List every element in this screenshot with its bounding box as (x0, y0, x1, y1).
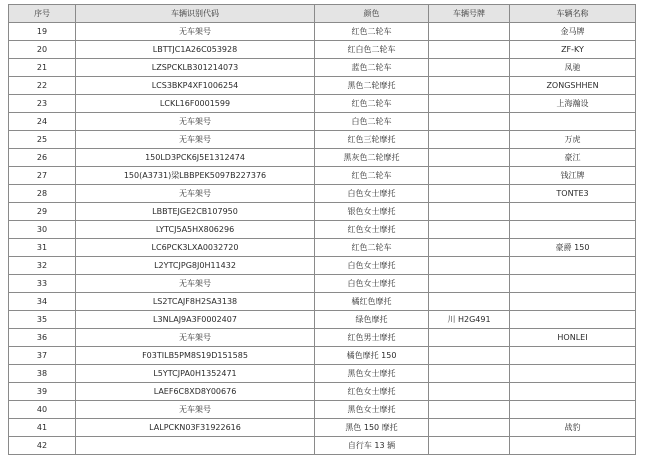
cell-color: 蓝色二轮车 (315, 59, 429, 77)
header-color: 颜色 (315, 5, 429, 23)
cell-color: 红色三轮摩托 (315, 131, 429, 149)
table-row (9, 149, 636, 167)
cell-vin: LBBTEJGE2CB107950 (76, 203, 315, 221)
cell-no: 37 (9, 347, 76, 365)
table-row (9, 221, 636, 239)
cell-plate (429, 401, 510, 419)
cell-no: 24 (9, 113, 76, 131)
cell-name (510, 293, 636, 311)
cell-color: 红色女士摩托 (315, 221, 429, 239)
cell-vin: L2YTCJPG8J0H11432 (76, 257, 315, 275)
cell-plate (429, 239, 510, 257)
header-row (9, 5, 636, 23)
cell-color: 橘红色摩托 (315, 293, 429, 311)
cell-plate (429, 113, 510, 131)
cell-plate (429, 185, 510, 203)
cell-name (510, 203, 636, 221)
cell-vin: LALPCKN03F31922616 (76, 419, 315, 437)
cell-no: 42 (9, 437, 76, 455)
cell-plate (429, 275, 510, 293)
cell-no: 22 (9, 77, 76, 95)
cell-vin: 无车架号 (76, 401, 315, 419)
cell-color: 橘色摩托 150 (315, 347, 429, 365)
cell-plate (429, 347, 510, 365)
cell-plate (429, 131, 510, 149)
cell-color: 黑色女士摩托 (315, 365, 429, 383)
header-name: 车辆名称 (510, 5, 636, 23)
cell-plate (429, 149, 510, 167)
table-row (9, 131, 636, 149)
cell-vin: 150LD3PCK6J5E1312474 (76, 149, 315, 167)
cell-vin: 无车架号 (76, 185, 315, 203)
cell-no: 39 (9, 383, 76, 401)
cell-no: 30 (9, 221, 76, 239)
cell-name: ZF-KY (510, 41, 636, 59)
cell-vin: 无车架号 (76, 113, 315, 131)
cell-name (510, 311, 636, 329)
vehicle-table (8, 4, 636, 455)
cell-no: 33 (9, 275, 76, 293)
cell-vin: 150(A3731)梁LBBPEK5097B227376 (76, 167, 315, 185)
cell-color: 红色二轮车 (315, 239, 429, 257)
cell-no: 32 (9, 257, 76, 275)
cell-no: 41 (9, 419, 76, 437)
cell-color: 自行车 13 辆 (315, 437, 429, 455)
table-row (9, 347, 636, 365)
cell-plate (429, 203, 510, 221)
cell-color: 白色女士摩托 (315, 185, 429, 203)
cell-vin: LYTCJ5A5HX806296 (76, 221, 315, 239)
cell-plate (429, 293, 510, 311)
table-row (9, 329, 636, 347)
cell-no: 31 (9, 239, 76, 257)
cell-name: 钱江牌 (510, 167, 636, 185)
cell-vin: 无车架号 (76, 329, 315, 347)
cell-no: 35 (9, 311, 76, 329)
cell-vin: L5YTCJPA0H1352471 (76, 365, 315, 383)
header-vin: 车辆识别代码 (76, 5, 315, 23)
table-row (9, 293, 636, 311)
cell-vin: 无车架号 (76, 131, 315, 149)
table-row (9, 275, 636, 293)
cell-name (510, 257, 636, 275)
cell-vin: 无车架号 (76, 275, 315, 293)
cell-plate (429, 437, 510, 455)
cell-plate: 川 H2G491 (429, 311, 510, 329)
cell-color: 白色女士摩托 (315, 275, 429, 293)
cell-name: 战豹 (510, 419, 636, 437)
cell-color: 黑色二轮摩托 (315, 77, 429, 95)
table-row (9, 167, 636, 185)
cell-color: 红色二轮车 (315, 95, 429, 113)
cell-plate (429, 383, 510, 401)
cell-no: 27 (9, 167, 76, 185)
cell-color: 红色二轮车 (315, 167, 429, 185)
cell-plate (429, 257, 510, 275)
cell-plate (429, 95, 510, 113)
cell-vin: LAEF6C8XD8Y00676 (76, 383, 315, 401)
cell-vin: LC6PCK3LXA0032720 (76, 239, 315, 257)
cell-vin: LCS3BKP4XF1006254 (76, 77, 315, 95)
cell-name (510, 437, 636, 455)
cell-name: 凤驰 (510, 59, 636, 77)
cell-color: 白色女士摩托 (315, 257, 429, 275)
cell-name: 上海瀚设 (510, 95, 636, 113)
cell-name: HONLEI (510, 329, 636, 347)
cell-name (510, 383, 636, 401)
cell-color: 绿色摩托 (315, 311, 429, 329)
cell-plate (429, 329, 510, 347)
cell-name (510, 365, 636, 383)
table-row (9, 59, 636, 77)
table-row (9, 239, 636, 257)
header-plate: 车辆号牌 (429, 5, 510, 23)
cell-plate (429, 419, 510, 437)
cell-no: 29 (9, 203, 76, 221)
cell-vin: LS2TCAJF8H2SA3138 (76, 293, 315, 311)
cell-no: 25 (9, 131, 76, 149)
cell-name (510, 275, 636, 293)
cell-name: 万虎 (510, 131, 636, 149)
cell-name: TONTE3 (510, 185, 636, 203)
cell-color: 白色二轮车 (315, 113, 429, 131)
cell-no: 20 (9, 41, 76, 59)
table-row (9, 113, 636, 131)
table-row (9, 383, 636, 401)
cell-vin: F03TILB5PM8S19D151585 (76, 347, 315, 365)
table-row (9, 401, 636, 419)
cell-no: 38 (9, 365, 76, 383)
table-row (9, 23, 636, 41)
header-no: 序号 (9, 5, 76, 23)
cell-name: 金马牌 (510, 23, 636, 41)
cell-name: ZONGSHHEN (510, 77, 636, 95)
cell-name (510, 113, 636, 131)
table-row (9, 257, 636, 275)
cell-plate (429, 23, 510, 41)
cell-vin: LCKL16F0001599 (76, 95, 315, 113)
table-row (9, 365, 636, 383)
cell-no: 23 (9, 95, 76, 113)
cell-name (510, 221, 636, 239)
table-row (9, 41, 636, 59)
cell-plate (429, 167, 510, 185)
table-row (9, 437, 636, 455)
table-row (9, 311, 636, 329)
cell-no: 34 (9, 293, 76, 311)
cell-name (510, 401, 636, 419)
cell-color: 红色女士摩托 (315, 383, 429, 401)
cell-no: 40 (9, 401, 76, 419)
cell-plate (429, 221, 510, 239)
cell-plate (429, 59, 510, 77)
cell-name: 豪江 (510, 149, 636, 167)
cell-color: 红白色二轮车 (315, 41, 429, 59)
cell-no: 28 (9, 185, 76, 203)
cell-color: 红色二轮车 (315, 23, 429, 41)
table-row (9, 95, 636, 113)
cell-plate (429, 365, 510, 383)
cell-color: 黑灰色二轮摩托 (315, 149, 429, 167)
cell-vin: 无车架号 (76, 23, 315, 41)
cell-color: 黑色女士摩托 (315, 401, 429, 419)
cell-color: 红色男士摩托 (315, 329, 429, 347)
cell-color: 黑色 150 摩托 (315, 419, 429, 437)
table-row (9, 203, 636, 221)
table-row (9, 185, 636, 203)
cell-vin: L3NLAJ9A3F0002407 (76, 311, 315, 329)
cell-no: 36 (9, 329, 76, 347)
cell-no: 21 (9, 59, 76, 77)
table-row (9, 77, 636, 95)
cell-color: 银色女士摩托 (315, 203, 429, 221)
cell-name: 豪爵 150 (510, 239, 636, 257)
cell-vin: LBTTJC1A26C053928 (76, 41, 315, 59)
cell-plate (429, 41, 510, 59)
cell-name (510, 347, 636, 365)
cell-plate (429, 77, 510, 95)
cell-no: 26 (9, 149, 76, 167)
table-row (9, 419, 636, 437)
cell-vin: LZSPCKLB301214073 (76, 59, 315, 77)
cell-no: 19 (9, 23, 76, 41)
cell-vin (76, 437, 315, 455)
